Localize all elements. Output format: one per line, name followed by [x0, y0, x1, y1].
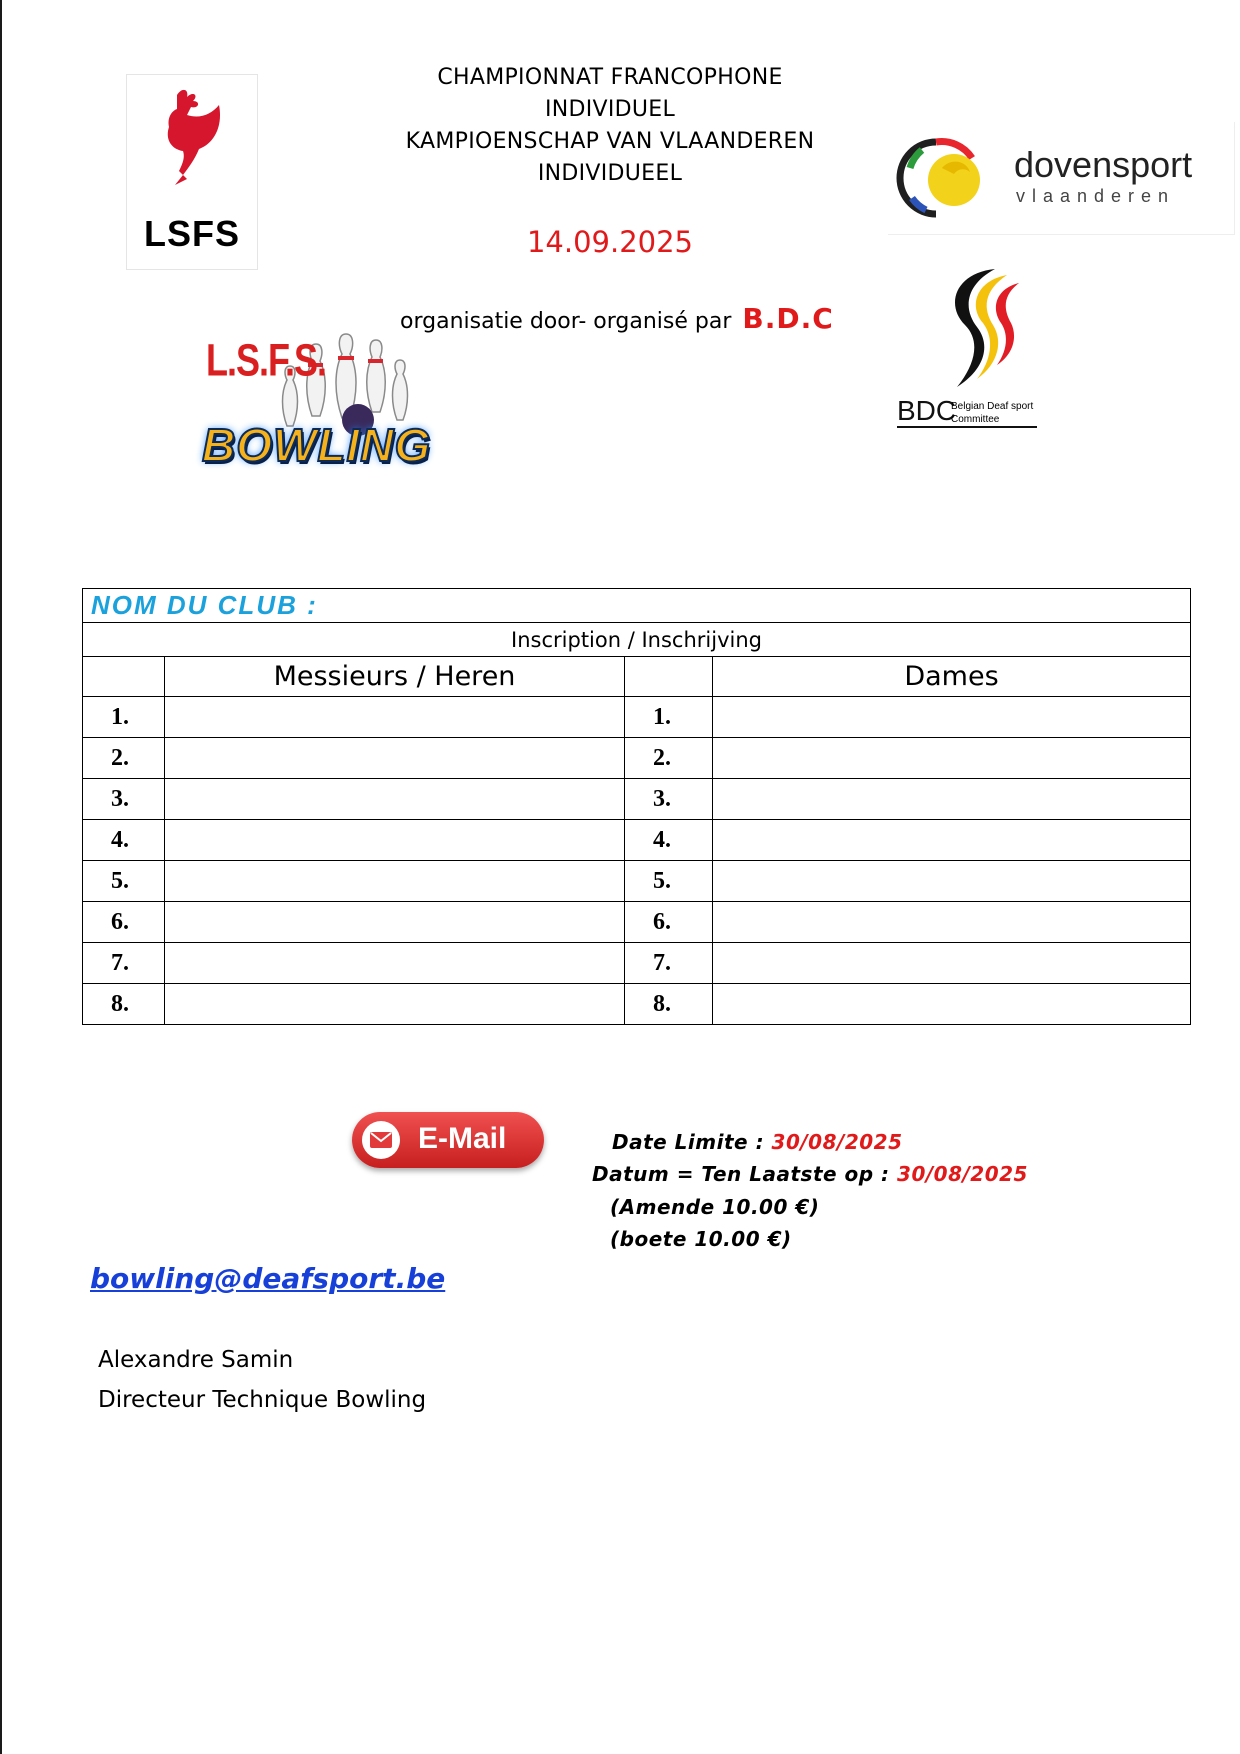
women-name-field[interactable] — [713, 697, 1191, 738]
email-button-label: E-Mail — [418, 1122, 507, 1155]
women-row-number: 4. — [625, 820, 713, 861]
men-name-field[interactable] — [165, 902, 625, 943]
deadline-date: 30/08/2025 — [771, 1130, 903, 1154]
contact-name: Alexandre Samin — [98, 1347, 294, 1373]
men-column-header: Messieurs / Heren — [165, 657, 625, 697]
dovensport-sub: vlaanderen — [1016, 186, 1176, 206]
men-name-field[interactable] — [165, 779, 625, 820]
women-name-field[interactable] — [713, 943, 1191, 984]
men-row-number: 1. — [83, 697, 165, 738]
deadline-line-nl — [592, 1162, 1028, 1186]
bowling-logo-word: BOWLING — [202, 419, 432, 471]
table-row — [83, 820, 1191, 861]
club-name-label: NOM DU CLUB : — [91, 590, 318, 620]
women-name-field[interactable] — [713, 738, 1191, 779]
bdc-logo-subtitle: Belgian Deaf sport — [951, 401, 1034, 412]
men-row-number: 6. — [83, 902, 165, 943]
women-name-field[interactable] — [713, 984, 1191, 1025]
bdc-logo-subtitle: Committee — [951, 414, 1000, 425]
empty-header-cell — [625, 657, 713, 697]
event-date: 14.09.2025 — [526, 225, 694, 259]
table-row — [83, 697, 1191, 738]
title-line: INDIVIDUEEL — [537, 161, 683, 186]
men-name-field[interactable] — [165, 820, 625, 861]
deadline-label: Datum = Ten Laatste op : — [592, 1162, 890, 1186]
women-row-number: 1. — [625, 697, 713, 738]
table-row — [83, 779, 1191, 820]
men-row-number: 4. — [83, 820, 165, 861]
table-row — [83, 861, 1191, 902]
organizer-name: B.D.C — [742, 302, 834, 335]
men-name-field[interactable] — [165, 861, 625, 902]
title-line: INDIVIDUEL — [544, 97, 676, 122]
fine-nl: (boete 10.00 €) — [610, 1227, 792, 1251]
organizer-text: organisatie door- organisé par — [400, 309, 732, 334]
men-row-number: 8. — [83, 984, 165, 1025]
men-name-field[interactable] — [165, 738, 625, 779]
registration-table — [82, 588, 1191, 1025]
table-row — [83, 738, 1191, 779]
table-row — [83, 943, 1191, 984]
women-row-number: 5. — [625, 861, 713, 902]
bdc-flag-swoosh-icon — [925, 265, 1035, 395]
deadline-label: Date Limite : — [612, 1130, 765, 1154]
title-line: CHAMPIONNAT FRANCOPHONE — [437, 65, 783, 90]
bdc-underline — [897, 426, 1037, 428]
men-name-field[interactable] — [165, 943, 625, 984]
women-row-number: 6. — [625, 902, 713, 943]
men-row-number: 7. — [83, 943, 165, 984]
dovensport-emblem-icon — [892, 128, 1012, 228]
women-row-number: 3. — [625, 779, 713, 820]
email-button[interactable] — [352, 1112, 544, 1168]
men-row-number: 5. — [83, 861, 165, 902]
mail-icon — [362, 1121, 400, 1159]
deadline-date: 30/08/2025 — [897, 1162, 1028, 1186]
inscription-row — [83, 623, 1191, 657]
women-column-header: Dames — [713, 657, 1191, 697]
contact-role: Directeur Technique Bowling — [98, 1387, 427, 1413]
club-name-row[interactable] — [83, 589, 1191, 623]
event-title — [350, 62, 870, 190]
page-border — [0, 0, 2, 1754]
women-name-field[interactable] — [713, 902, 1191, 943]
title-line: KAMPIOENSCHAP VAN VLAANDEREN — [405, 129, 815, 154]
women-row-number: 7. — [625, 943, 713, 984]
women-row-number: 8. — [625, 984, 713, 1025]
lsfs-bowling-logo — [200, 330, 470, 485]
women-name-field[interactable] — [713, 820, 1191, 861]
bdc-logo — [895, 265, 1055, 435]
men-row-number: 3. — [83, 779, 165, 820]
table-row — [83, 984, 1191, 1025]
bowling-logo-abbreviation: L.S.F.S. — [206, 334, 327, 386]
bdc-logo-text: BDC — [897, 395, 957, 426]
dovensport-logo — [888, 122, 1235, 235]
fine-fr: (Amende 10.00 €) — [610, 1195, 820, 1219]
dovensport-name: dovensport — [1014, 144, 1193, 185]
rooster-icon — [127, 75, 257, 205]
women-name-field[interactable] — [713, 861, 1191, 902]
deadline-line-fr — [612, 1130, 902, 1154]
contact-email-link[interactable]: bowling@deafsport.be — [90, 1262, 446, 1295]
inscription-header: Inscription / Inschrijving — [83, 623, 1191, 657]
men-name-field[interactable] — [165, 697, 625, 738]
table-row — [83, 902, 1191, 943]
lsfs-logo — [126, 74, 258, 270]
table-header-row — [83, 657, 1191, 697]
lsfs-logo-text: LSFS — [143, 213, 240, 254]
empty-header-cell — [83, 657, 165, 697]
women-row-number: 2. — [625, 738, 713, 779]
women-name-field[interactable] — [713, 779, 1191, 820]
men-row-number: 2. — [83, 738, 165, 779]
men-name-field[interactable] — [165, 984, 625, 1025]
